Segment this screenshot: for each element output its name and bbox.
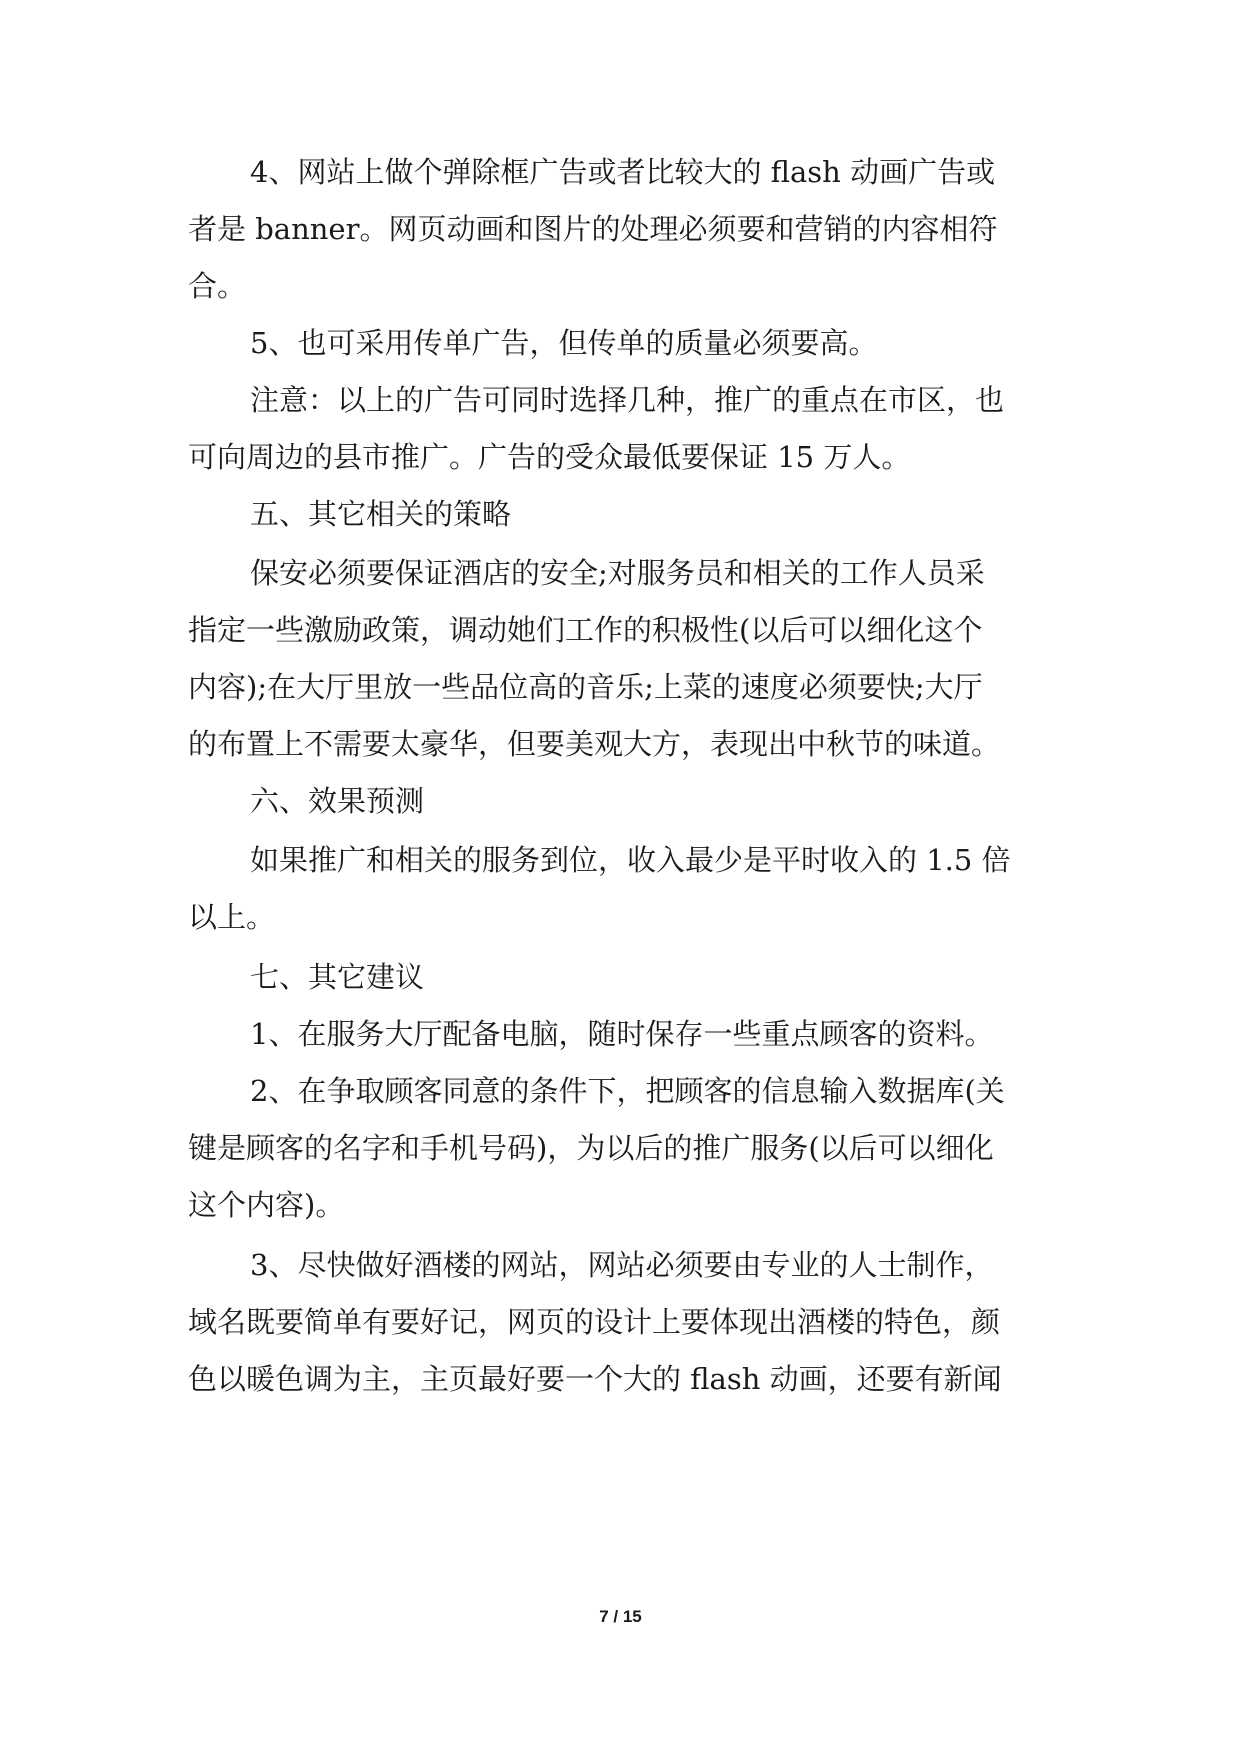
section-heading: 五、其它相关的策略 [250, 497, 512, 531]
paragraph-line: 4、网站上做个弹除框广告或者比较大的 flash 动画广告或 [250, 155, 996, 189]
section-heading: 六、效果预测 [250, 784, 425, 818]
paragraph-line: 3、尽快做好酒楼的网站，网站必须要由专业的人士制作， [250, 1248, 994, 1282]
paragraph-line: 的布置上不需要太豪华，但要美观大方，表现出中秋节的味道。 [188, 727, 1001, 761]
paragraph-line: 合。 [188, 269, 247, 303]
paragraph-line: 可向周边的县市推广。广告的受众最低要保证 15 万人。 [188, 440, 911, 474]
paragraph-line: 5、也可采用传单广告，但传单的质量必须要高。 [250, 326, 878, 360]
paragraph-line: 如果推广和相关的服务到位，收入最少是平时收入的 1.5 倍 [250, 843, 1011, 877]
paragraph-line: 以上。 [188, 900, 276, 934]
paragraph-line: 域名既要简单有要好记，网页的设计上要体现出酒楼的特色，颜 [188, 1305, 1001, 1339]
page-number: 7 / 15 [599, 1607, 642, 1626]
paragraph-line: 注意：以上的广告可同时选择几种，推广的重点在市区，也 [250, 383, 1005, 417]
section-heading: 七、其它建议 [250, 960, 425, 994]
paragraph-line: 色以暖色调为主，主页最好要一个大的 flash 动画，还要有新闻 [188, 1362, 1002, 1396]
paragraph-line: 指定一些激励政策，调动她们工作的积极性(以后可以细化这个 [188, 613, 983, 647]
paragraph-line: 内容);在大厅里放一些品位高的音乐;上菜的速度必须要快;大厅 [188, 670, 983, 704]
paragraph-line: 2、在争取顾客同意的条件下，把顾客的信息输入数据库(关 [250, 1074, 1005, 1108]
paragraph-line: 1、在服务大厅配备电脑，随时保存一些重点顾客的资料。 [250, 1017, 994, 1051]
paragraph-line: 键是顾客的名字和手机号码)，为以后的推广服务(以后可以细化 [188, 1131, 994, 1165]
paragraph-line: 这个内容)。 [188, 1188, 345, 1222]
paragraph-line: 保安必须要保证酒店的安全;对服务员和相关的工作人员采 [250, 556, 985, 590]
paragraph-line: 者是 banner。网页动画和图片的处理必须要和营销的内容相符 [188, 212, 998, 246]
